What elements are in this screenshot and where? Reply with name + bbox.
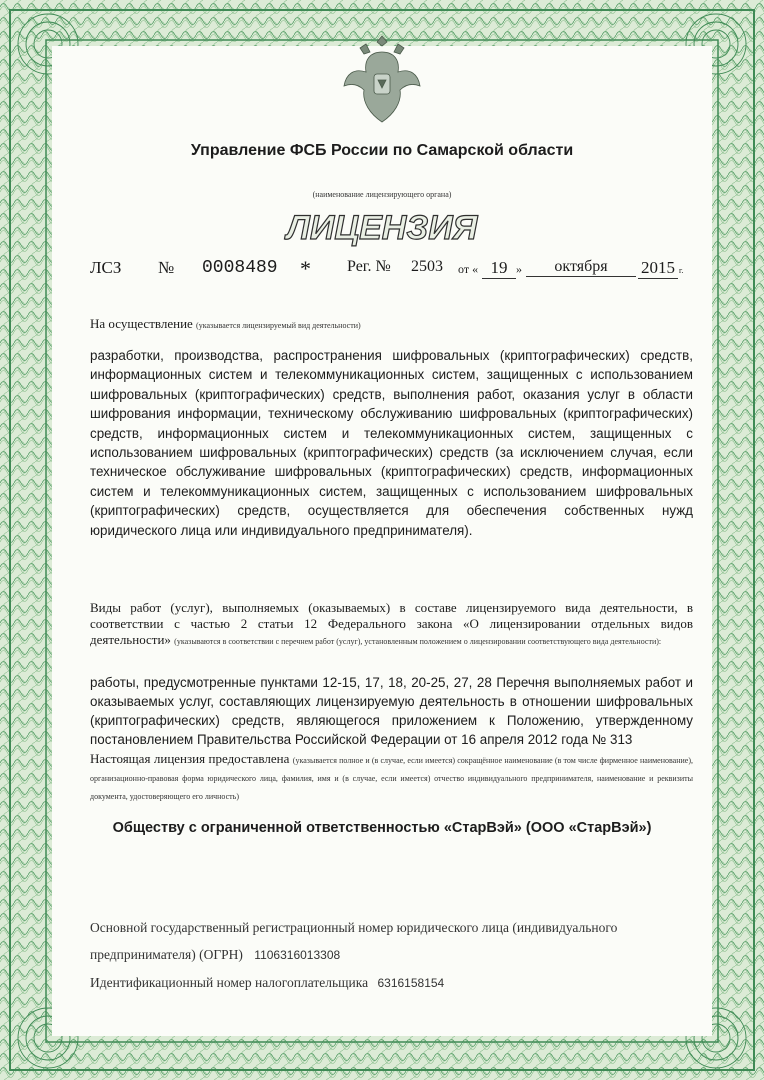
grantee-block bbox=[90, 751, 693, 805]
activity-caption: (указывается лицензируемый вид деятельности) bbox=[196, 321, 361, 330]
double-headed-eagle-emblem bbox=[340, 30, 424, 130]
authority-caption: (наименование лицензирующего органа) bbox=[312, 190, 452, 199]
works-label: Виды работ (услуг), выполняемых (оказываемых) в составе лицензируемого вида деятельности, в соответствии с частью 2 статьи 12 Федерального закона «О лицензировании отдельных видов деятельности» bbox=[90, 600, 693, 647]
date-year: 2015 bbox=[638, 258, 678, 279]
company-name: Обществу с ограниченной ответственностью «СтарВэй» (ООО «СтарВэй») bbox=[112, 820, 652, 836]
license-title-text: ЛИЦЕНЗИЯ bbox=[286, 209, 478, 247]
grantee-caption: (указывается полное и (в случае, если имеется) сокращённое наименование (в том числе фирменное наименование), организационно-правовая форма юридического лица, фамилия, имя и (в случае, если имеется) отчество индивидуального предпринимателя, наименование и реквизиты документа, удостоверяющего его личность) bbox=[90, 756, 693, 801]
reg-number: 2503 bbox=[411, 258, 443, 275]
date-day: 19 bbox=[482, 258, 516, 279]
activity-label-row bbox=[90, 316, 361, 332]
inn-value: 6316158154 bbox=[377, 976, 445, 990]
issuing-authority: Управление ФСБ России по Самарской области bbox=[190, 142, 574, 159]
blank-number: 0008489 bbox=[202, 258, 278, 278]
ogrn-row bbox=[90, 941, 693, 969]
registration-numbers bbox=[90, 914, 693, 997]
works-block bbox=[90, 600, 693, 650]
registration-line bbox=[90, 258, 690, 282]
series-code: ЛСЗ bbox=[90, 258, 122, 277]
inn-label: Идентификационный номер налогоплательщика bbox=[90, 975, 369, 990]
reg-label: Рег. № bbox=[347, 258, 391, 275]
activity-label: На осуществление bbox=[90, 316, 193, 331]
inn-row bbox=[90, 969, 693, 997]
number-sign: № bbox=[158, 258, 175, 277]
ogrn-label-line-2: предпринимателя) (ОГРН) bbox=[90, 947, 243, 962]
works-caption: (указываются в соответствии с перечнем работ (услуг), установленным положением о лицензировании соответствующего вида деятельности): bbox=[174, 637, 662, 646]
works-text: работы, предусмотренные пунктами 12-15, 17, 18, 20-25, 27, 28 Перечня выполняемых работ и оказываемых услуг, составляющих лицензируемую деятельность в отношении шифровальных (криптографических) средств, являющегося приложением к Положению, утвержденному постановлением Правительства Российской Федерации от 16 апреля 2012 года № 313 bbox=[90, 675, 693, 747]
grantee-label: Настоящая лицензия предоставлена bbox=[90, 751, 290, 766]
date-from: от « bbox=[458, 262, 479, 276]
ogrn-value: 1106316013308 bbox=[254, 948, 341, 962]
star-mark: * bbox=[300, 256, 311, 281]
date-suffix: г. bbox=[679, 266, 684, 275]
license-title bbox=[282, 206, 482, 248]
activity-text: разработки, производства, распространения шифровальных (криптографических) средств, информационных систем и телекоммуникационных систем, защищенных с использованием шифровальных (криптографических) средств, выполнения работ, оказания услуг в области шифрования информации, техническому обслуживанию шифровальных (криптографических) средств, информационных систем и телекоммуникационных систем, защищенных с использованием шифровальных (криптографических) средств (за исключением случая, если техническое обслуживание шифровальных (криптографических) средств, информационных систем и телекоммуникационных систем, защищенных с использованием шифровальных (криптографических) средств, осуществляется для обеспечения собственных нужд юридического лица или индивидуального предпринимателя). bbox=[90, 348, 693, 538]
date-close: » bbox=[516, 262, 522, 276]
date-month: октября bbox=[526, 258, 636, 277]
ogrn-label-line-1: Основной государственный регистрационный номер юридического лица (индивидуального bbox=[90, 920, 618, 935]
